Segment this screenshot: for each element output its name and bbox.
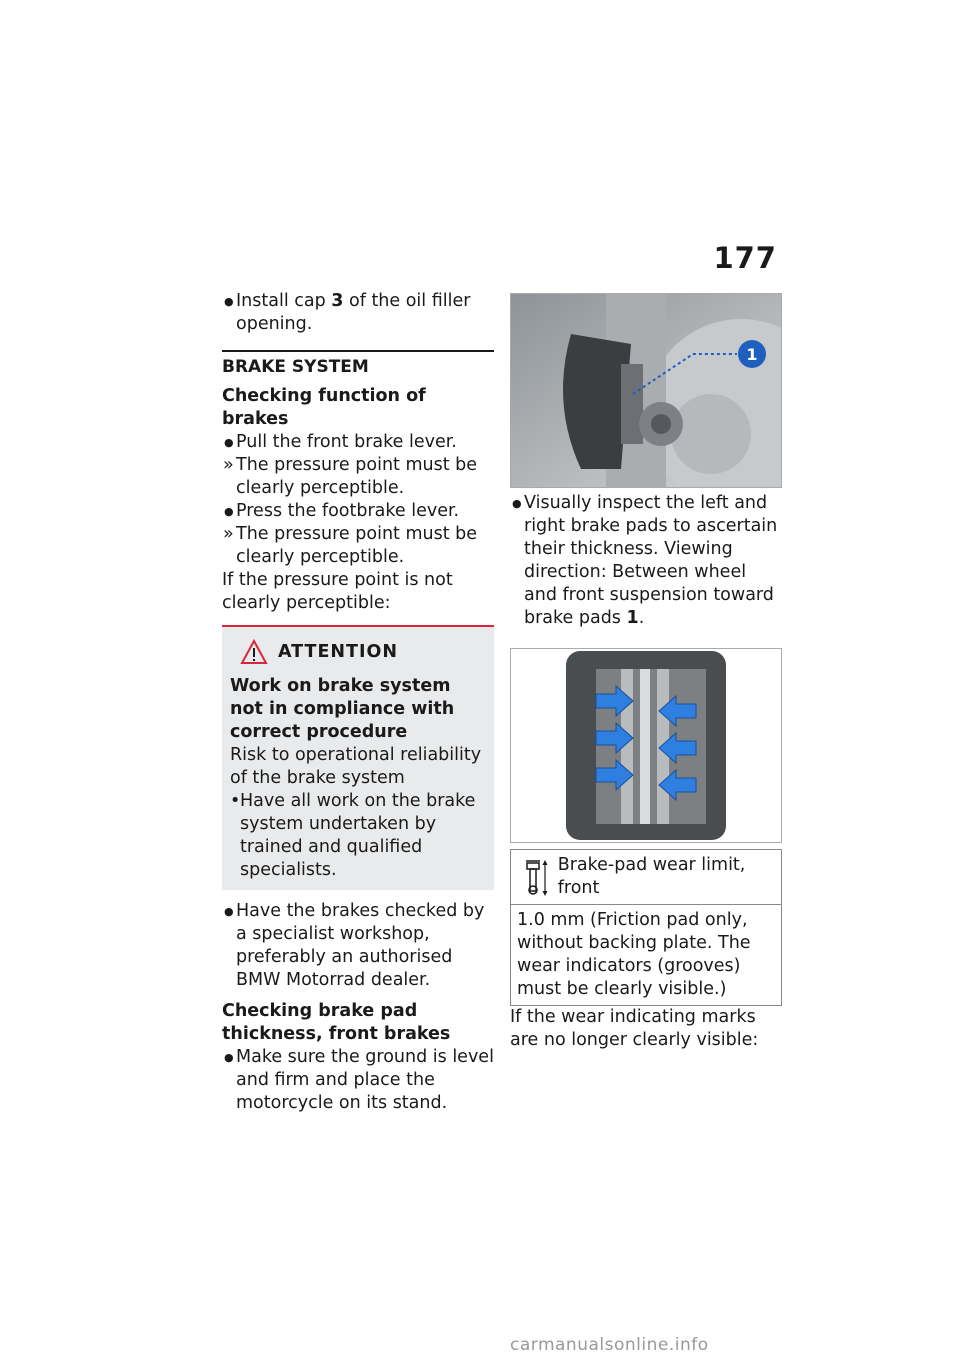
left-column [222,290,494,1115]
condition-text: If the pressure point is not clearly perceptible: [222,570,453,613]
step-level-ground: ● Make sure the ground is level and firm and place the motorcycle on its stand. [222,1046,494,1115]
attention-risk: Risk to operational reliability of the brake system [230,745,482,788]
attention-label: ATTENTION [278,641,399,662]
section-title: BRAKE SYSTEM [222,350,494,379]
watermark: carmanualsonline.info [510,1335,709,1355]
spec-table [510,849,782,1006]
brake-pad-illustration [511,649,781,842]
step-footbrake: ● Press the footbrake lever. [222,500,494,523]
step-front-lever: ● Pull the front brake lever. [222,431,494,454]
subheading-pad-thickness: Checking brake pad thickness, front brakes [222,1001,451,1044]
callout-number: 1 [746,345,758,364]
attention-header [230,639,486,665]
warning-triangle-icon [240,639,268,665]
ref-number: 1 [626,608,639,628]
brake-pad-photo [510,648,782,843]
right-column [510,293,782,1052]
page-number: 177 [713,241,777,275]
attention-action: • Have all work on the brake system undertaken by trained and qualified specialists. [230,790,486,882]
spec-value: 1.0 mm (Friction pad only, without backing plate. The wear indicators (grooves) must be clearly visible.) [517,910,751,999]
step-visual-inspect: ● Visually inspect the left and right brake pads to ascertain their thickness. Viewing direction: Between wheel and front suspension toward brake pads 1. [510,492,782,630]
attention-title: Work on brake system not in compliance with correct procedure [230,676,455,742]
spec-header-row [511,850,781,905]
result-front-lever: » The pressure point must be clearly perceptible. [222,454,494,500]
ref-number: 3 [331,291,344,311]
brake-caliper-photo [510,293,782,488]
wear-limit-gauge-icon [517,854,558,900]
condition-text: If the wear indicating marks are no longer clearly visible: [510,1007,759,1050]
spec-label: Brake-pad wear limit, front [557,855,746,898]
subheading-brake-function: Checking function of brakes [222,386,426,429]
step-check-brakes: ● Have the brakes checked by a specialist workshop, preferably an authorised BMW Motorrad dealer. [222,900,494,992]
attention-box [222,625,494,890]
result-footbrake: » The pressure point must be clearly perceptible. [222,523,494,569]
brake-caliper-illustration [511,294,781,487]
step-install-cap: ● Install cap 3 of the oil filler opening. [222,290,494,336]
